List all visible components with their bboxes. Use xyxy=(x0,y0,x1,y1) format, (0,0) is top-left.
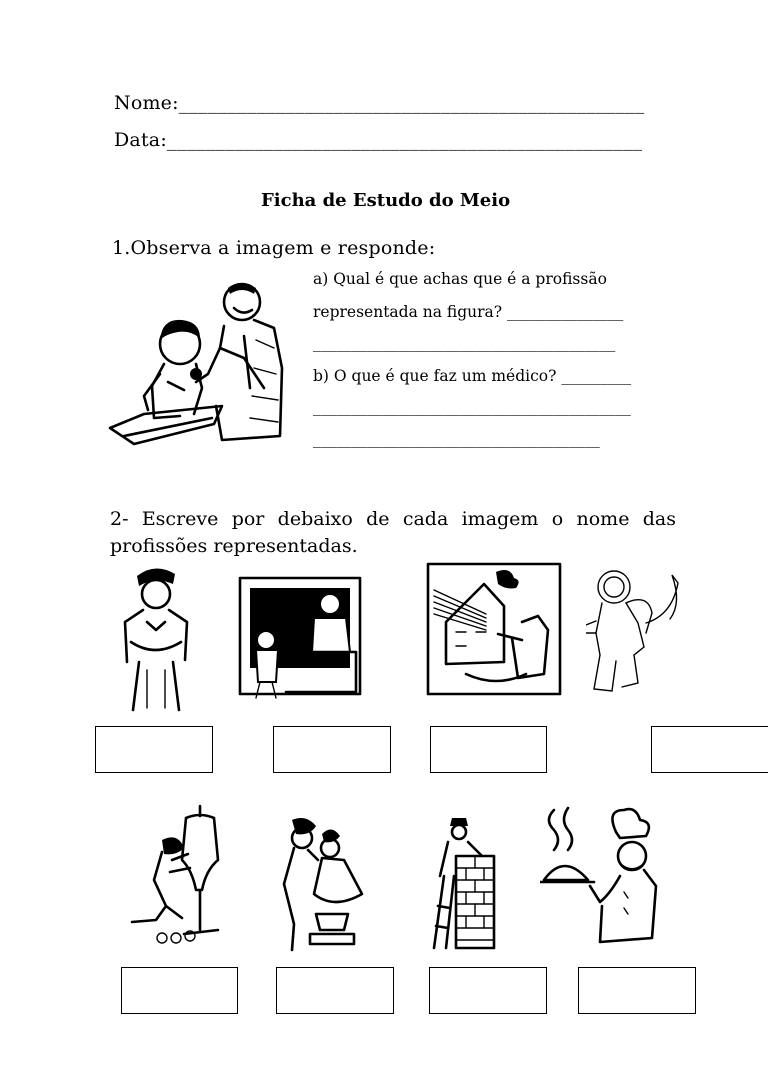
answer-box-seamstress[interactable] xyxy=(121,967,238,1014)
nurse-icon xyxy=(117,562,195,714)
answer-box-hairdresser[interactable] xyxy=(276,967,394,1014)
answer-box-teacher[interactable] xyxy=(273,726,391,773)
chef-icon xyxy=(540,806,660,946)
answer-box-chef[interactable] xyxy=(578,967,696,1014)
question-1b-line-1: b) O que é que faz um médico? _________ xyxy=(313,367,632,385)
date-field-label: Data:_________________________________________________ xyxy=(114,129,643,151)
answer-box-nurse[interactable] xyxy=(95,726,213,773)
firefighter-icon xyxy=(426,562,562,696)
teacher-icon xyxy=(236,574,364,702)
seamstress-icon xyxy=(126,800,226,948)
question-1-heading: 1.Observa a imagem e responde: xyxy=(112,237,436,259)
question-1a-line-2: representada na figura? _______________ xyxy=(313,303,624,321)
question-1a-answer-line: _______________________________________ xyxy=(313,334,616,352)
name-field-label: Nome:________________________________________________ xyxy=(114,92,645,114)
question-1b-answer-line-2: _____________________________________ xyxy=(313,430,600,448)
answer-box-bricklayer[interactable] xyxy=(429,967,547,1014)
hairdresser-icon xyxy=(274,814,366,952)
worksheet-title: Ficha de Estudo do Meio xyxy=(261,190,511,211)
question-2-heading: 2- Escreve por debaixo de cada imagem o nome das profissões representadas. xyxy=(110,508,676,557)
bricklayer-icon xyxy=(432,816,498,950)
question-1a-line-1: a) Qual é que achas que é a profissão xyxy=(313,270,607,288)
answer-box-astronaut[interactable] xyxy=(651,726,768,773)
doctor-examining-child-icon xyxy=(104,278,296,448)
astronaut-icon xyxy=(586,563,686,695)
answer-box-firefighter[interactable] xyxy=(430,726,547,773)
question-1b-answer-line-1: _________________________________________ xyxy=(313,398,631,416)
